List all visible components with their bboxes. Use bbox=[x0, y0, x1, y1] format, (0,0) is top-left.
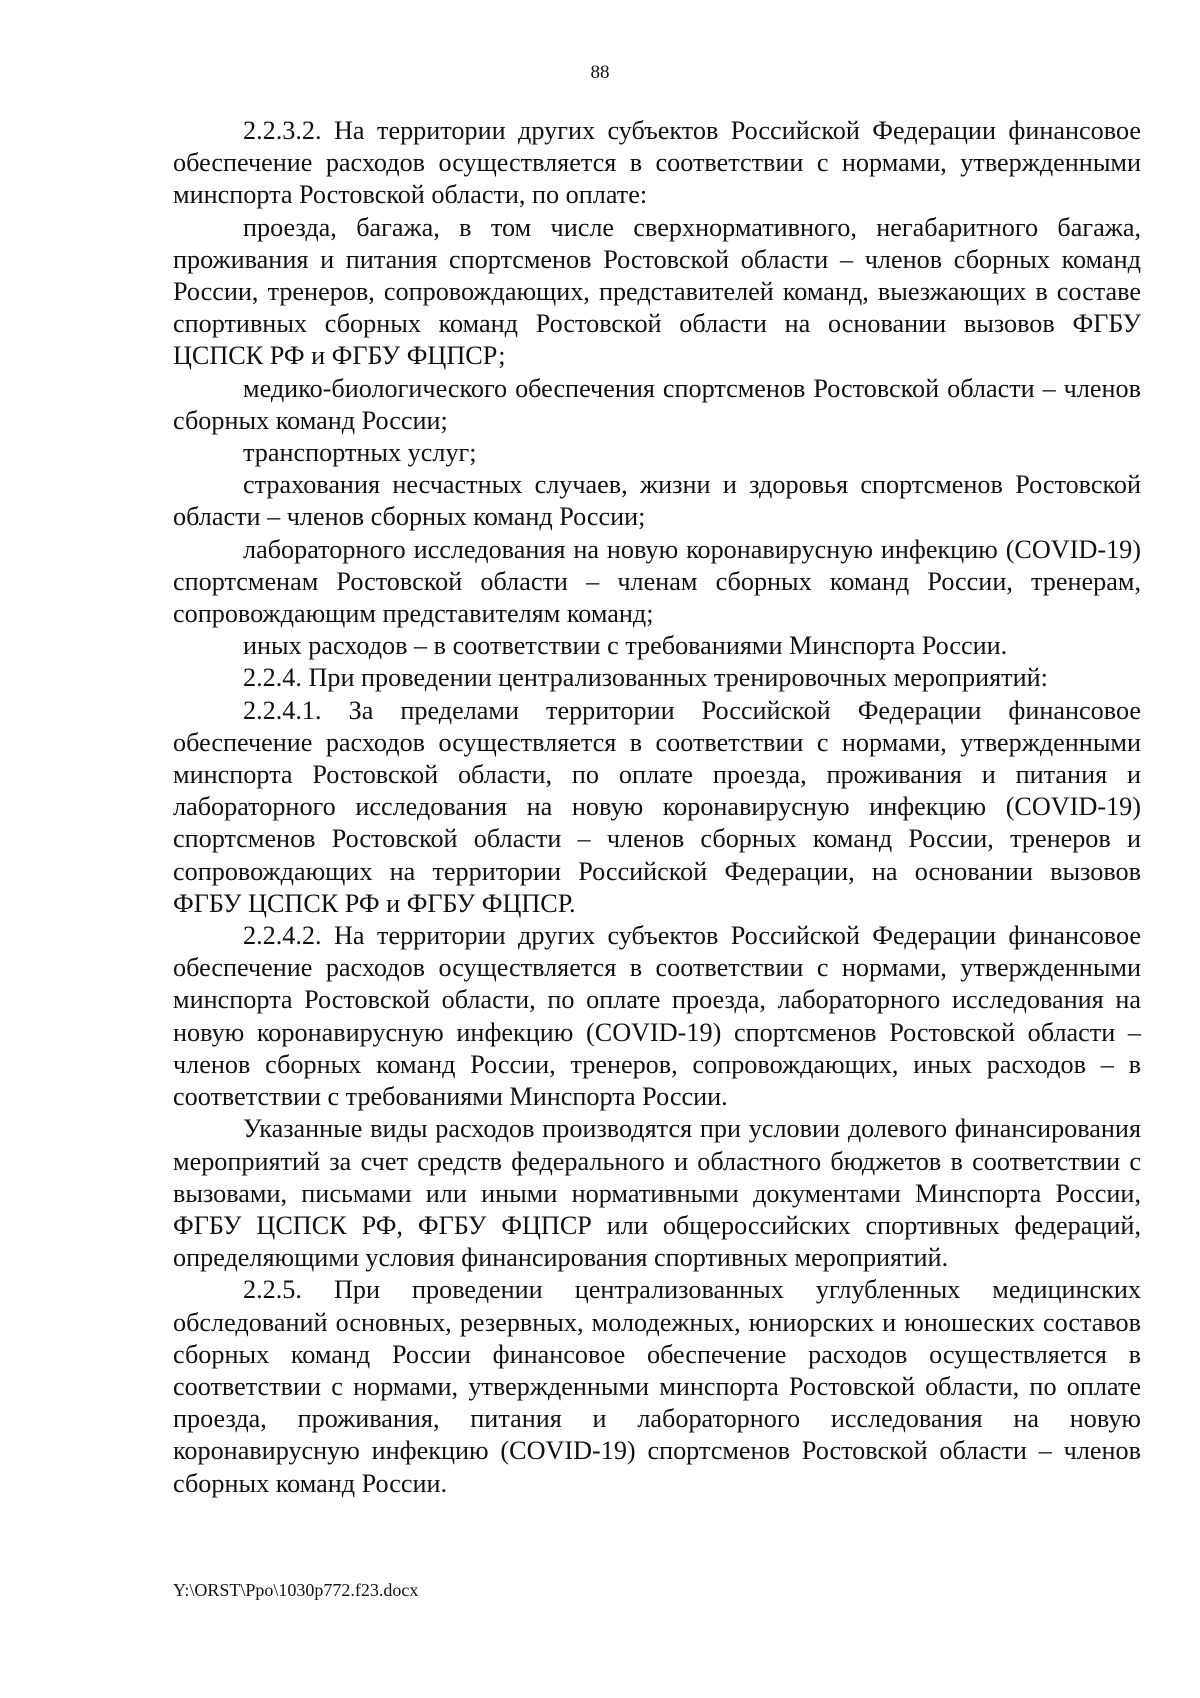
paragraph-2-2-5: 2.2.5. При проведении централизованных углубленных медицинских обследований основных, резервных, молодежных, юниорских и юношеских составов сборных команд России финансовое обеспечение расходов осуществляется в соответствии с нормами, утвержденными минспорта Ростовской области, по оплате проезда, проживания, питания и лабораторного исследования на новую коронавирусную инфекцию (COVID-19) спортсменов Ростовской области – членов сборных команд России. bbox=[173, 1275, 1141, 1498]
footer-file-path: Y:\ORST\Ppo\1030p772.f23.docx bbox=[173, 1580, 419, 1600]
paragraph-2-2-4-1: 2.2.4.1. За пределами территории Российской Федерации финансовое обеспечение расходов осуществляется в соответствии с нормами, утвержденными минспорта Ростовской области, по оплате проезда, проживания и питания и лабораторного исследования на новую коронавирусную инфекцию (COVID-19) спортсменов Ростовской области – членов сборных команд России, тренеров и сопровождающих на территории Российской Федерации, на основании вызовов ФГБУ ЦСПСК РФ и ФГБУ ФЦПСР. bbox=[173, 695, 1141, 918]
paragraph-medical-support: медико-биологического обеспечения спортсменов Ростовской области – членов сборных команд России; bbox=[173, 373, 1141, 435]
paragraph-2-2-3-2: 2.2.3.2. На территории других субъектов Российской Федерации финансовое обеспечение расходов осуществляется в соответствии с нормами, утвержденными минспорта Ростовской области, по оплате: bbox=[173, 116, 1141, 210]
paragraph-shared-funding: Указанные виды расходов производятся при условии долевого финансирования мероприятий за счет средств федерального и областного бюджетов в соответствии с вызовами, письмами или иными нормативными документами Минспорта России, ФГБУ ЦСПСК РФ, ФГБУ ФЦПСР или общероссийских спортивных федераций, определяющими условия финансирования спортивных мероприятий. bbox=[173, 1114, 1141, 1273]
paragraph-2-2-4-2: 2.2.4.2. На территории других субъектов Российской Федерации финансовое обеспечение расходов осуществляется в соответствии с нормами, утвержденными минспорта Ростовской области, по оплате проезда, лабораторного исследования на новую коронавирусную инфекцию (COVID-19) спортсменов Ростовской области – членов сборных команд России, тренеров, сопровождающих, иных расходов – в соответствии с требованиями Минспорта России. bbox=[173, 921, 1141, 1112]
paragraph-transport: транспортных услуг; bbox=[243, 438, 477, 468]
paragraph-travel-expenses: проезда, багажа, в том числе сверхнормативного, негабаритного багажа, проживания и питания спортсменов Ростовской области – членов сборных команд России, тренеров, сопровождающих, представителей команд, выезжающих в составе спортивных сборных команд Ростовской области на основании вызовов ФГБУ ЦСПСК РФ и ФГБУ ФЦПСР; bbox=[173, 212, 1141, 371]
paragraph-2-2-4: 2.2.4. При проведении централизованных тренировочных мероприятий: bbox=[243, 663, 1048, 693]
paragraph-covid-testing: лабораторного исследования на новую коронавирусную инфекцию (COVID-19) спортсменам Ростовской области – членам сборных команд России, тренерам, сопровождающим представителям команд; bbox=[173, 534, 1141, 629]
document-body bbox=[173, 115, 1141, 1500]
page-number: 88 bbox=[590, 62, 610, 83]
paragraph-other-expenses: иных расходов – в соответствии с требованиями Минспорта России. bbox=[243, 631, 1008, 661]
paragraph-insurance: страхования несчастных случаев, жизни и здоровья спортсменов Ростовской области – членов сборных команд России; bbox=[173, 470, 1141, 532]
